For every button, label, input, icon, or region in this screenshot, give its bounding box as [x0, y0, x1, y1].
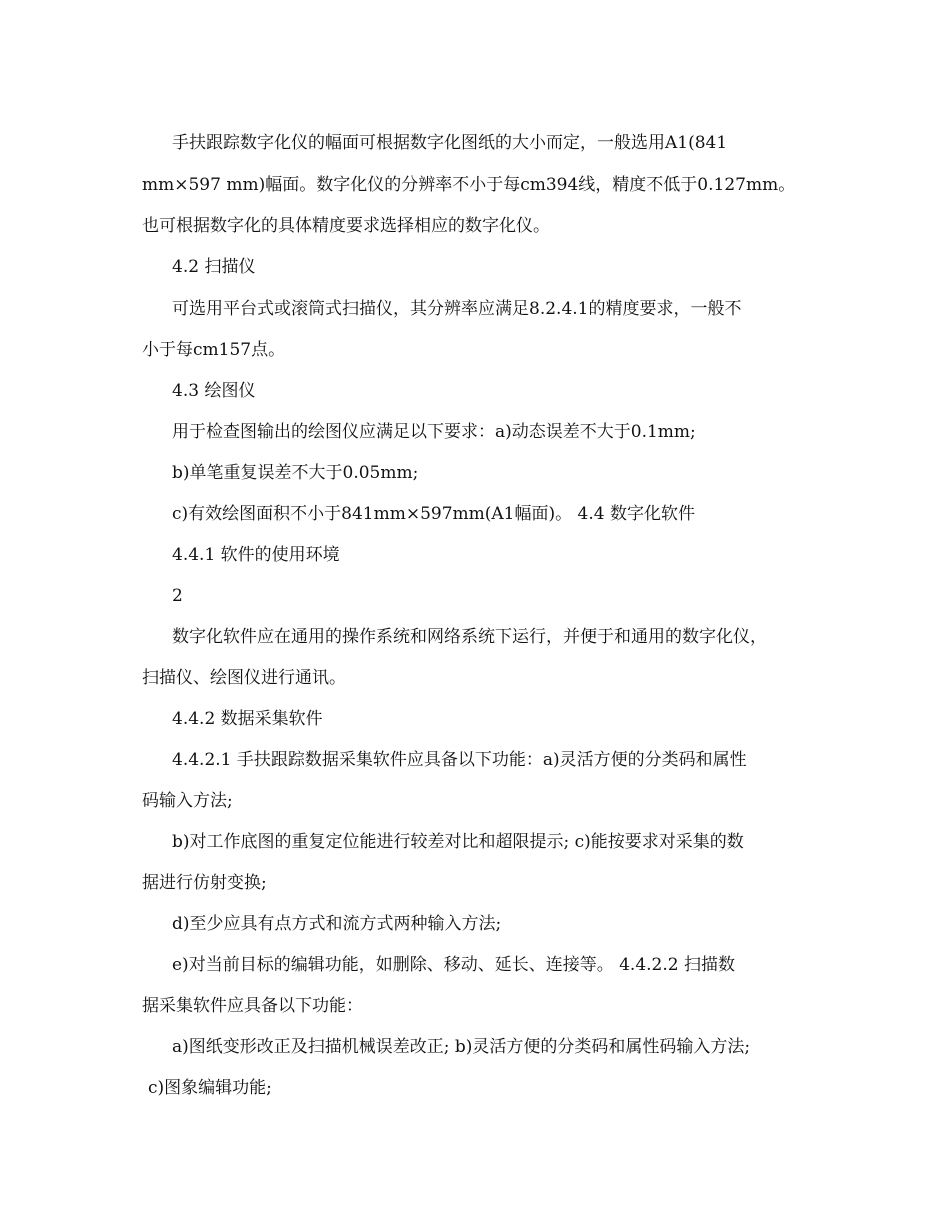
- text-line: 码输入方法;: [142, 791, 233, 811]
- text-line: 也可根据数字化的具体精度要求选择相应的数字化仪。: [142, 216, 550, 236]
- text-line: 4.4.2.1 手扶跟踪数据采集软件应具备以下功能：a)灵活方便的分类码和属性: [172, 750, 747, 770]
- text-line: e)对当前目标的编辑功能，如删除、移动、延长、连接等。 4.4.2.2 扫描数: [172, 955, 735, 975]
- text-line: b)对工作底图的重复定位能进行较差对比和超限提示; c)能按要求对采集的数: [172, 832, 744, 852]
- text-line: b)单笔重复误差不大于0.05mm;: [172, 463, 419, 483]
- section-heading: 4.2 扫描仪: [172, 257, 256, 277]
- text-line: 小于每cm157点。: [142, 340, 286, 360]
- text-line: 可选用平台式或滚筒式扫描仪，其分辨率应满足8.2.4.1的精度要求，一般不: [172, 299, 742, 319]
- text-line: 手扶跟踪数字化仪的幅面可根据数字化图纸的大小而定，一般选用A1(841: [172, 133, 728, 153]
- text-line: 据采集软件应具备以下功能：: [142, 996, 363, 1016]
- text-line: c)有效绘图面积不小于841mm×597mm(A1幅面)。 4.4 数字化软件: [172, 504, 695, 524]
- text-line: mm×597 mm)幅面。数字化仪的分辨率不小于每cm394线，精度不低于0.127mm。: [142, 175, 796, 195]
- page-number: 2: [172, 586, 183, 606]
- section-heading: 4.4.1 软件的使用环境: [172, 545, 340, 565]
- text-line: 用于检查图输出的绘图仪应满足以下要求：a)动态误差不大于0.1mm;: [172, 422, 696, 442]
- text-line: a)图纸变形改正及扫描机械误差改正; b)灵活方便的分类码和属性码输入方法;: [172, 1037, 751, 1057]
- section-heading: 4.3 绘图仪: [172, 381, 256, 401]
- text-line: d)至少应具有点方式和流方式两种输入方法;: [172, 914, 502, 934]
- section-heading: 4.4.2 数据采集软件: [172, 709, 323, 729]
- text-line: c)图象编辑功能;: [148, 1078, 272, 1098]
- text-line: 扫描仪、绘图仪进行通讯。: [142, 668, 346, 688]
- text-line: 数字化软件应在通用的操作系统和网络系统下运行，并便于和通用的数字化仪，: [172, 627, 767, 647]
- text-line: 据进行仿射变换;: [142, 873, 267, 893]
